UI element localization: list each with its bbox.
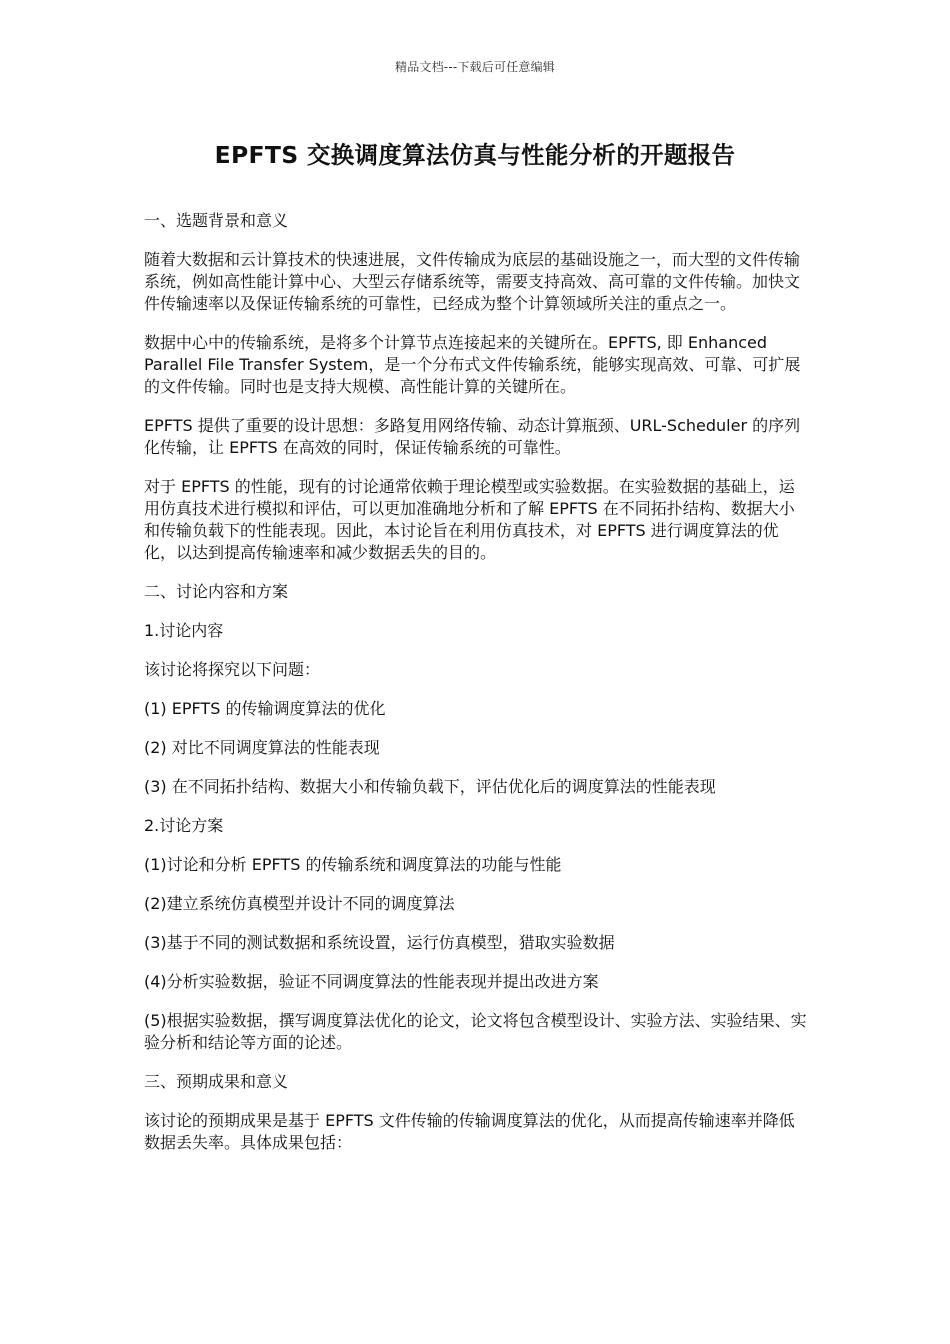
paragraph-outcomes: 该讨论的预期成果是基于 EPFTS 文件传输的传输调度算法的优化，从而提高传输速率并降低数据丢失率。具体成果包括： — [144, 1111, 795, 1152]
document-body — [144, 210, 810, 1171]
section-heading-outcomes: 三、预期成果和意义 — [144, 1072, 289, 1091]
subheading-content: 1.讨论内容 — [144, 621, 224, 640]
list-item-plan-3: (3)基于不同的测试数据和系统设置，运行仿真模型，猎取实验数据 — [144, 933, 615, 952]
list-item-question-2: (2) 对比不同调度算法的性能表现 — [144, 738, 380, 757]
paragraph-background-4: 对于 EPFTS 的性能，现有的讨论通常依赖于理论模型或实验数据。在实验数据的基础上，运用仿真技术进行模拟和评估，可以更加准确地分析和了解 EPFTS 在不同拓扑结构、数据大小和传输负载下的性能表现。因此，本讨论旨在利用仿真技术，对 EPFTS 进行调度算法的优化，以达到提高传输速率和减少数据丢失的目的。 — [144, 477, 795, 562]
list-item-question-3: (3) 在不同拓扑结构、数据大小和传输负载下，评估优化后的调度算法的性能表现 — [144, 777, 716, 796]
paragraph-background-1: 随着大数据和云计算技术的快速进展，文件传输成为底层的基础设施之一，而大型的文件传输系统，例如高性能计算中心、大型云存储系统等，需要支持高效、高可靠的文件传输。加快文件传输速率以及保证传输系统的可靠性，已经成为整个计算领域所关注的重点之一。 — [144, 250, 801, 313]
list-item-plan-2: (2)建立系统仿真模型并设计不同的调度算法 — [144, 894, 455, 913]
subheading-plan: 2.讨论方案 — [144, 816, 224, 835]
list-item-plan-1: (1)讨论和分析 EPFTS 的传输系统和调度算法的功能与性能 — [144, 855, 562, 874]
paragraph-questions-intro: 该讨论将探究以下问题： — [144, 660, 321, 679]
list-item-question-1: (1) EPFTS 的传输调度算法的优化 — [144, 699, 386, 718]
list-item-plan-5: (5)根据实验数据，撰写调度算法优化的论文，论文将包含模型设计、实验方法、实验结果、实验分析和结论等方面的论述。 — [144, 1011, 807, 1052]
paragraph-background-2: 数据中心中的传输系统，是将多个计算节点连接起来的关键所在。EPFTS, 即 Enhanced Parallel File Transfer System，是一个分布式文件传输系统，能够实现高效、可靠、可扩展的文件传输。同时也是支持大规模、高性能计算的关键所在。 — [144, 333, 801, 396]
section-heading-background: 一、选题背景和意义 — [144, 211, 289, 230]
list-item-plan-4: (4)分析实验数据，验证不同调度算法的性能表现并提出改进方案 — [144, 972, 599, 991]
paragraph-background-3: EPFTS 提供了重要的设计思想：多路复用网络传输、动态计算瓶颈、URL-Scheduler 的序列化传输，让 EPFTS 在高效的同时，保证传输系统的可靠性。 — [144, 416, 801, 457]
document-title: EPFTS 交换调度算法仿真与性能分析的开题报告 — [214, 141, 736, 169]
header-note: 精品文档---下载后可任意编辑 — [395, 60, 555, 74]
section-heading-content: 二、讨论内容和方案 — [144, 582, 289, 601]
